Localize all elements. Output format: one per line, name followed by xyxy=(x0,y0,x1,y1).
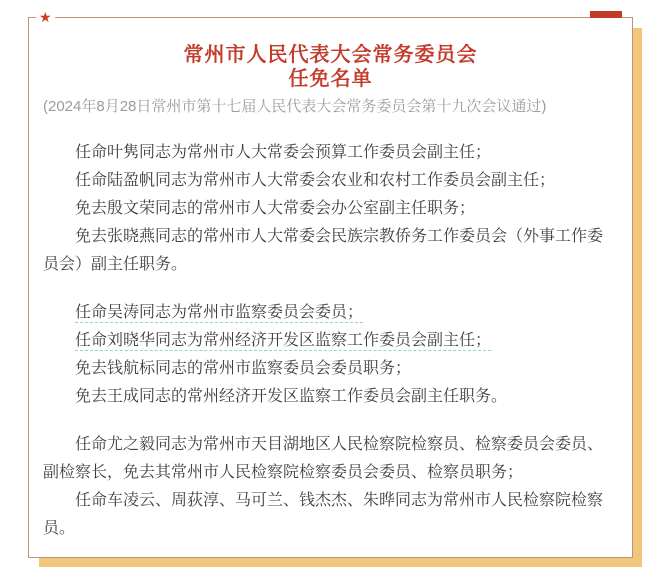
document-sentence: 任命陆盈帆同志为常州市人大常委会农业和农村工作委员会副主任； xyxy=(75,172,556,189)
paragraph-group-npc xyxy=(43,139,618,279)
document-sentence: 免去殷文荣同志的常州市人大常委会办公室副主任职务； xyxy=(75,200,476,217)
document-body xyxy=(43,139,618,543)
document-card xyxy=(28,9,633,558)
document-sentence: 任命吴涛同志为常州市监察委员会委员； xyxy=(75,304,364,321)
document-sentence: 免去钱航标同志的常州市监察委员会委员职务； xyxy=(75,360,412,377)
star-icon: ★ xyxy=(36,7,55,28)
document-sentence: 免去王成同志的常州经济开发区监察工作委员会副主任职务。 xyxy=(75,388,508,405)
document-sentence: 任命刘晓华同志为常州经济开发区监察工作委员会副主任； xyxy=(75,332,492,349)
red-corner-bar xyxy=(590,11,622,18)
paragraph-group-procuratorate xyxy=(43,431,618,543)
document-sentence: 免去张晓燕同志的常州市人大常委会民族宗教侨务工作委员会（外事工作委员会）副主任职务。 xyxy=(43,228,604,273)
title-line-1: 常州市人民代表大会常务委员会 xyxy=(183,44,478,66)
paragraph-group-supervisory xyxy=(43,299,618,411)
title-line-2: 任免名单 xyxy=(288,68,373,90)
document-sentence: 任命尤之毅同志为常州市天目湖地区人民检察院检察员、检察委员会委员、副检察长，免去其常州市人民检察院检察委员会委员、检察员职务； xyxy=(43,436,604,481)
document-sentence: 任命车凌云、周荻淳、马可兰、钱杰杰、朱晔同志为常州市人民检察院检察员。 xyxy=(43,492,604,537)
meeting-note: (2024年8月28日常州市第十七届人民代表大会常务委员会第十九次会议通过) xyxy=(43,98,547,115)
document-title xyxy=(43,43,618,91)
document-sentence: 任命叶隽同志为常州市人大常委会预算工作委员会副主任； xyxy=(75,144,492,161)
